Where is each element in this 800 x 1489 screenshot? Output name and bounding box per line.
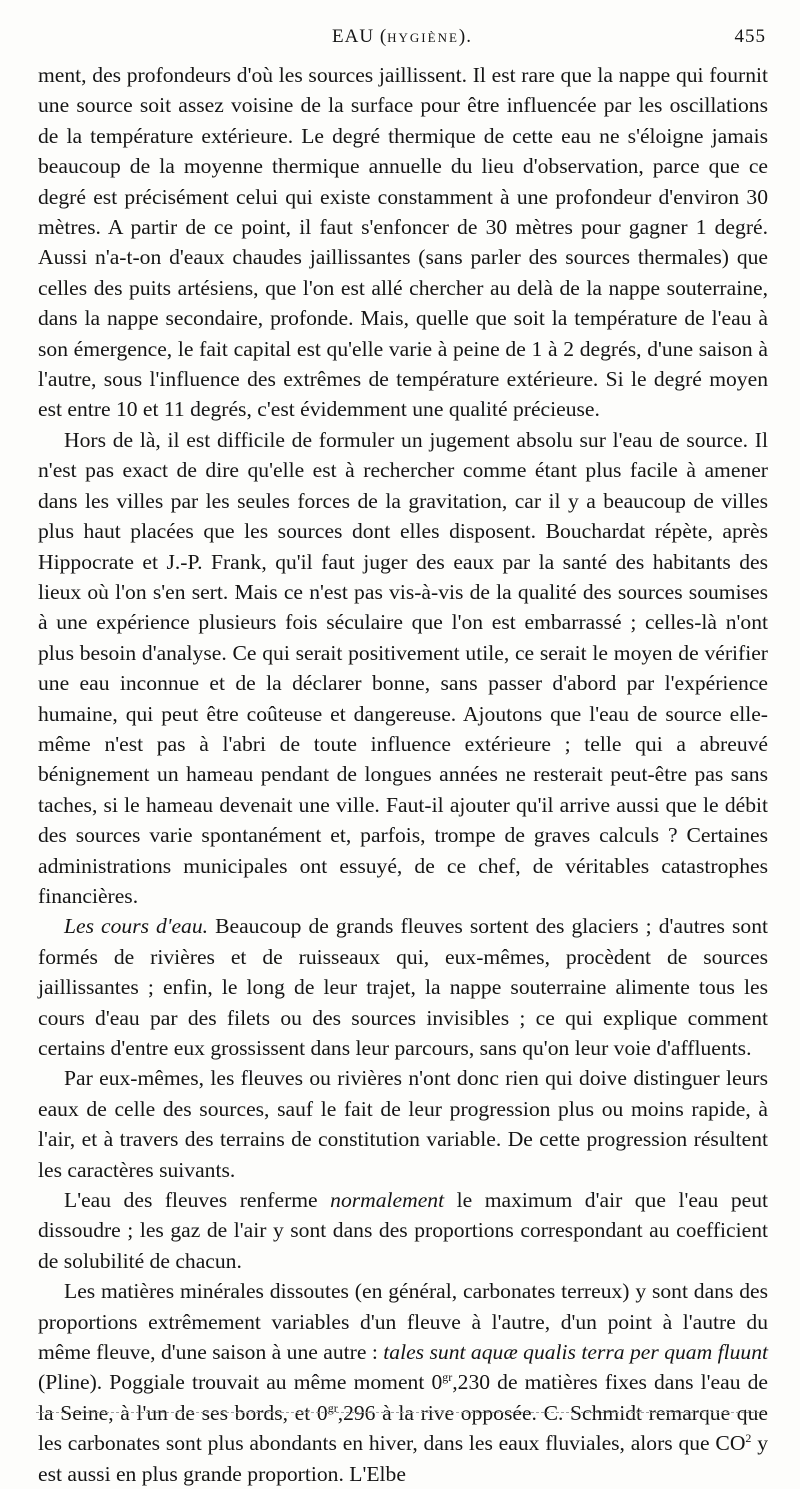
paragraph	[38, 911, 768, 1063]
paragraph	[38, 1063, 768, 1185]
text-run: Les matières minérales dissoutes (en général, carbonates terreux) y sont dans des proportions extrêmement variables d'un fleuve à l'autre, d'un point à l'autre du même fleuve, d'une saison à une autre :	[38, 1279, 768, 1365]
running-header	[38, 26, 766, 52]
superscript: 2	[745, 1431, 752, 1446]
superscript: gr	[327, 1400, 338, 1415]
header-title	[38, 26, 766, 48]
superscript: gr	[442, 1370, 453, 1385]
text-run: ,296 à la rive opposée. C. Schmidt remarque que les carbonates sont plus abondants en hiver, dans les eaux fluviales, alors que CO	[38, 1400, 768, 1456]
paragraph	[38, 425, 768, 912]
header-title-small: HYGIÈNE	[387, 30, 459, 45]
text-run: ,230 de matières fixes dans l'eau de la Seine, à l'un de ses bords, et 0	[38, 1370, 768, 1425]
header-title-open: (	[379, 26, 388, 47]
page-number: 455	[734, 26, 766, 47]
italic-text: tales sunt aquæ qualis terra per quam fluunt	[383, 1340, 768, 1365]
paragraph	[38, 1276, 768, 1489]
text-run: ment, des profondeurs d'où les sources jaillissent. Il est rare que la nappe qui fournit une source soit assez voisine de la surface pour être influencée par les oscillations de la température extérieure. Le degré thermique de cette eau ne s'éloigne jamais beaucoup de la moyenne thermique annuelle du lieu d'observation, parce que ce degré est précisément celui qui existe constamment à une profondeur d'environ 30 mètres. A partir de ce point, il faut s'enfoncer de 30 mètres pour gagner 1 degré. Aussi n'a-t-on d'eaux chaudes jaillissantes (sans parler des sources thermales) que celles des puits artésiens, que l'on est allé chercher au delà de la nappe souterraine, dans la nappe secondaire, profonde. Mais, quelle que soit la température de l'eau à son émergence, le fait capital est qu'elle varie à peine de 1 à 2 degrés, d'une saison à l'autre, sous l'influence des extrêmes de température extérieure. Si le degré moyen est entre 10 et 11 degrés, c'est évidemment une qualité précieuse.	[38, 63, 768, 422]
text-run: Par eux-mêmes, les fleuves ou rivières n'ont donc rien qui doive distinguer leurs eaux de celle des sources, sauf le fait de leur progression plus ou moins rapide, à l'air, et à travers des terrains de constitution variable. De cette progression résultent les caractères suivants.	[38, 1066, 768, 1182]
italic-text: Les cours d'eau.	[64, 914, 209, 939]
text-run: (Pline). Poggiale trouvait au même moment 0	[38, 1370, 443, 1395]
text-run: Beaucoup de grands fleuves sortent des glaciers ; d'autres sont formés de rivières et de ruisseaux qui, eux-mêmes, procèdent de sources jaillissantes ; enfin, le long de leur trajet, la nappe souterraine alimente tous les cours d'eau par des filets ou des sources invisibles ; ce qui explique comment certains d'entre eux grossissent dans leur parcours, sans qu'on leur voie d'affluents.	[38, 914, 768, 1060]
text-run: le maximum d'air que l'eau peut dissoudre ; les gaz de l'air y sont dans des proportions correspondant au coefficient de solubilité de chacun.	[38, 1188, 768, 1273]
header-title-close: ).	[458, 26, 472, 47]
paragraph	[38, 1185, 768, 1276]
paragraph	[38, 60, 768, 425]
text-run: y est aussi en plus grande proportion. L'Elbe	[38, 1431, 768, 1486]
body-text	[38, 60, 768, 1489]
italic-text: normalement	[330, 1188, 445, 1213]
header-title-main: EAU	[332, 26, 375, 47]
bottom-dashed-rule	[36, 1412, 764, 1413]
text-run: Hors de là, il est difficile de formuler un jugement absolu sur l'eau de source. Il n'est pas exact de dire qu'elle est à rechercher comme étant plus facile à amener dans les villes par les seules forces de la gravitation, car il y a beaucoup de villes plus haut placées que les sources dont elles disposent. Bouchardat répète, après Hippocrate et J.-P. Frank, qu'il faut juger des eaux par la santé des habitants des lieux où l'on s'en sert. Mais ce n'est pas vis-à-vis de la qualité des sources soumises à une expérience plusieurs fois séculaire que l'on est embarrassé ; celles-là n'ont plus besoin d'analyse. Ce qui serait positivement utile, ce serait le moyen de vérifier une eau inconnue et de la déclarer bonne, sans passer d'abord par l'expérience humaine, qui peut être coûteuse et dangereuse. Ajoutons que l'eau de source elle-même n'est pas à l'abri de toute influence extérieure ; telle qui a abreuvé bénignement un hameau pendant de longues années ne resterait peut-être pas sans taches, si le hameau devenait une ville. Faut-il ajouter qu'il arrive aussi que le débit des sources varie spontanément et, parfois, trompe de graves calculs ? Certaines administrations municipales ont essuyé, de ce chef, de véritables catastrophes financières.	[38, 427, 768, 908]
text-run: L'eau des fleuves renferme	[64, 1188, 331, 1213]
